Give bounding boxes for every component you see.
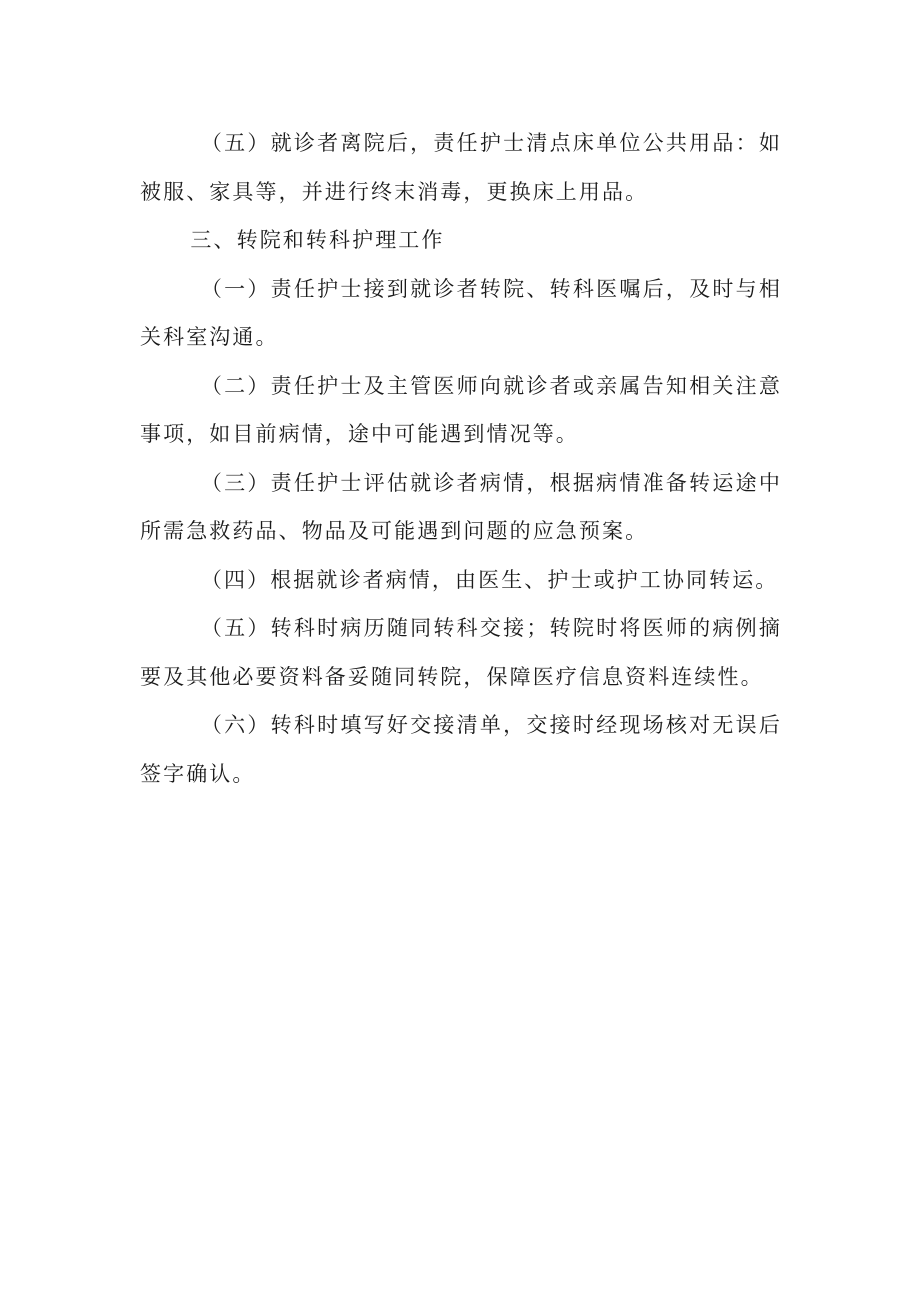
paragraph-transfer-step-3: （三）责任护士评估就诊者病情，根据病情准备转运途中所需急救药品、物品及可能遇到问题的应急预案。 [140,470,782,543]
paragraph-discharge-cleanup: （五）就诊者离院后，责任护士清点床单位公共用品：如被服、家具等，并进行终末消毒，更换床上用品。 [140,131,782,204]
paragraph-transfer-step-6: （六）转科时填写好交接清单，交接时经现场核对无误后签字确认。 [140,713,782,786]
paragraph-transfer-step-5: （五）转科时病历随同转科交接；转院时将医师的病例摘要及其他必要资料备妥随同转院，保障医疗信息资料连续性。 [140,616,782,689]
paragraph-transfer-step-4: （四）根据就诊者病情，由医生、护士或护工协同转运。 [200,567,779,592]
paragraph-transfer-step-2: （二）责任护士及主管医师向就诊者或亲属告知相关注意事项，如目前病情，途中可能遇到情况等。 [140,373,782,446]
document-body [140,119,782,798]
section-heading-transfer-nursing: 三、转院和转科护理工作 [190,228,445,252]
paragraph-transfer-step-1: （一）责任护士接到就诊者转院、转科医嘱后，及时与相关科室沟通。 [140,276,782,349]
